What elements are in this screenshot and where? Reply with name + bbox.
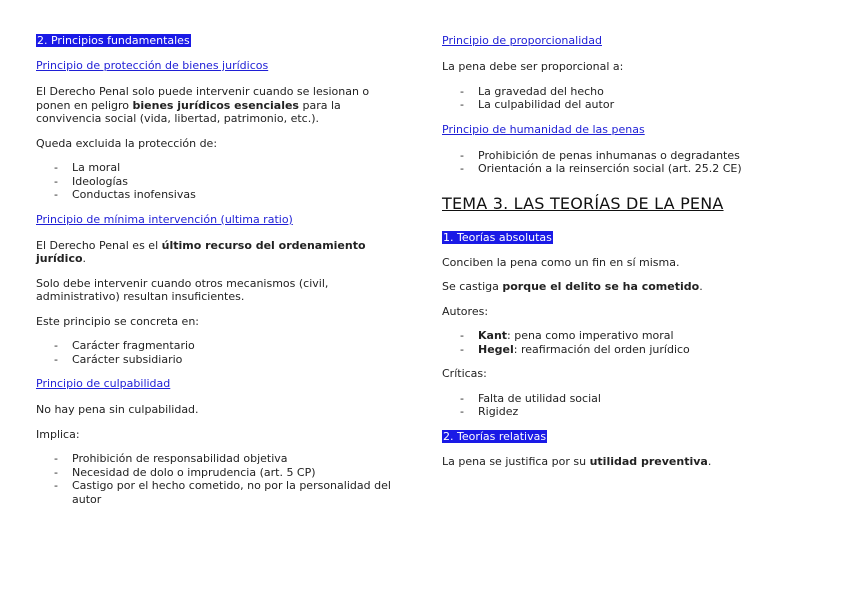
paragraph-utilidad-preventiva: La pena se justifica por su utilidad preventiva. [442,454,712,468]
list-proporcionalidad [460,85,822,112]
list-item: - Kant: pena como imperativo moral [460,329,822,343]
heading-minima-intervencion[interactable]: Principio de mínima intervención (ultima ratio) [36,212,293,226]
paragraph-excluida: Queda excluida la protección de: [36,136,218,150]
heading-proporcionalidad[interactable]: Principio de proporcionalidad [442,34,602,47]
paragraph-ultimo-recurso: El Derecho Penal es el último recurso del ordenamiento jurídico. [36,238,366,265]
paragraph-autores: Autores: [442,304,489,318]
heading-proteccion-bienes[interactable]: Principio de protección de bienes jurídicos [36,59,269,72]
paragraph-mecanismos: Solo debe intervenir cuando otros mecanismos (civil, administrativo) resultan insuficientes. [36,276,329,303]
paragraph-conciben: Conciben la pena como un fin en sí misma. [442,255,680,269]
list-item: - Prohibición de responsabilidad objetiva [54,452,396,466]
list-item: - La moral [54,161,396,175]
list-autores [460,329,822,356]
paragraph-se-castiga: Se castiga porque el delito se ha cometido. [442,280,703,293]
paragraph-criticas: Críticas: [442,367,487,380]
section-heading-principios: 2. Principios fundamentales [37,34,190,47]
paragraph-no-hay-pena: No hay pena sin culpabilidad. [36,403,199,416]
list-excluida [54,161,396,202]
list-implica [54,452,396,506]
right-column [442,34,822,479]
chapter-title-tema3: TEMA 3. LAS TEORÍAS DE LA PENA [442,193,724,213]
list-item: - Castigo por el hecho cometido, no por la personalidad del autor [54,479,396,506]
list-item: - Conductas inofensivas [54,188,396,202]
paragraph-se-concreta: Este principio se concreta en: [36,314,199,328]
section-heading-absolutas: 1. Teorías absolutas [443,230,552,244]
heading-humanidad[interactable]: Principio de humanidad de las penas [442,122,645,136]
list-item: - La culpabilidad del autor [460,98,822,112]
section-heading-relativas: 2. Teorías relativas [443,429,547,443]
list-item: - Carácter fragmentario [54,339,396,353]
list-caracter [54,339,396,366]
list-item: - Necesidad de dolo o imprudencia (art. 5 CP) [54,466,396,480]
list-criticas [460,392,822,419]
heading-culpabilidad[interactable]: Principio de culpabilidad [36,377,171,390]
list-item: - Prohibición de penas inhumanas o degradantes [460,149,822,163]
list-item: - Falta de utilidad social [460,392,822,406]
left-column [36,34,396,517]
paragraph-implica: Implica: [36,427,80,441]
list-item: - Carácter subsidiario [54,353,396,367]
list-item: - Orientación a la reinserción social (art. 25.2 CE) [460,162,822,176]
paragraph-proteccion: El Derecho Penal solo puede intervenir cuando se lesionan o ponen en peligro bienes jurídicos esenciales para la convivencia social (vida, libertad, patrimonio, etc.). [36,85,370,125]
list-item: - Rigidez [460,405,822,419]
list-item: - La gravedad del hecho [460,85,822,99]
paragraph-proporcional: La pena debe ser proporcional a: [442,60,624,73]
list-item: - Ideologías [54,175,396,189]
list-item: - Hegel: reafirmación del orden jurídico [460,343,822,357]
list-humanidad [460,149,822,176]
